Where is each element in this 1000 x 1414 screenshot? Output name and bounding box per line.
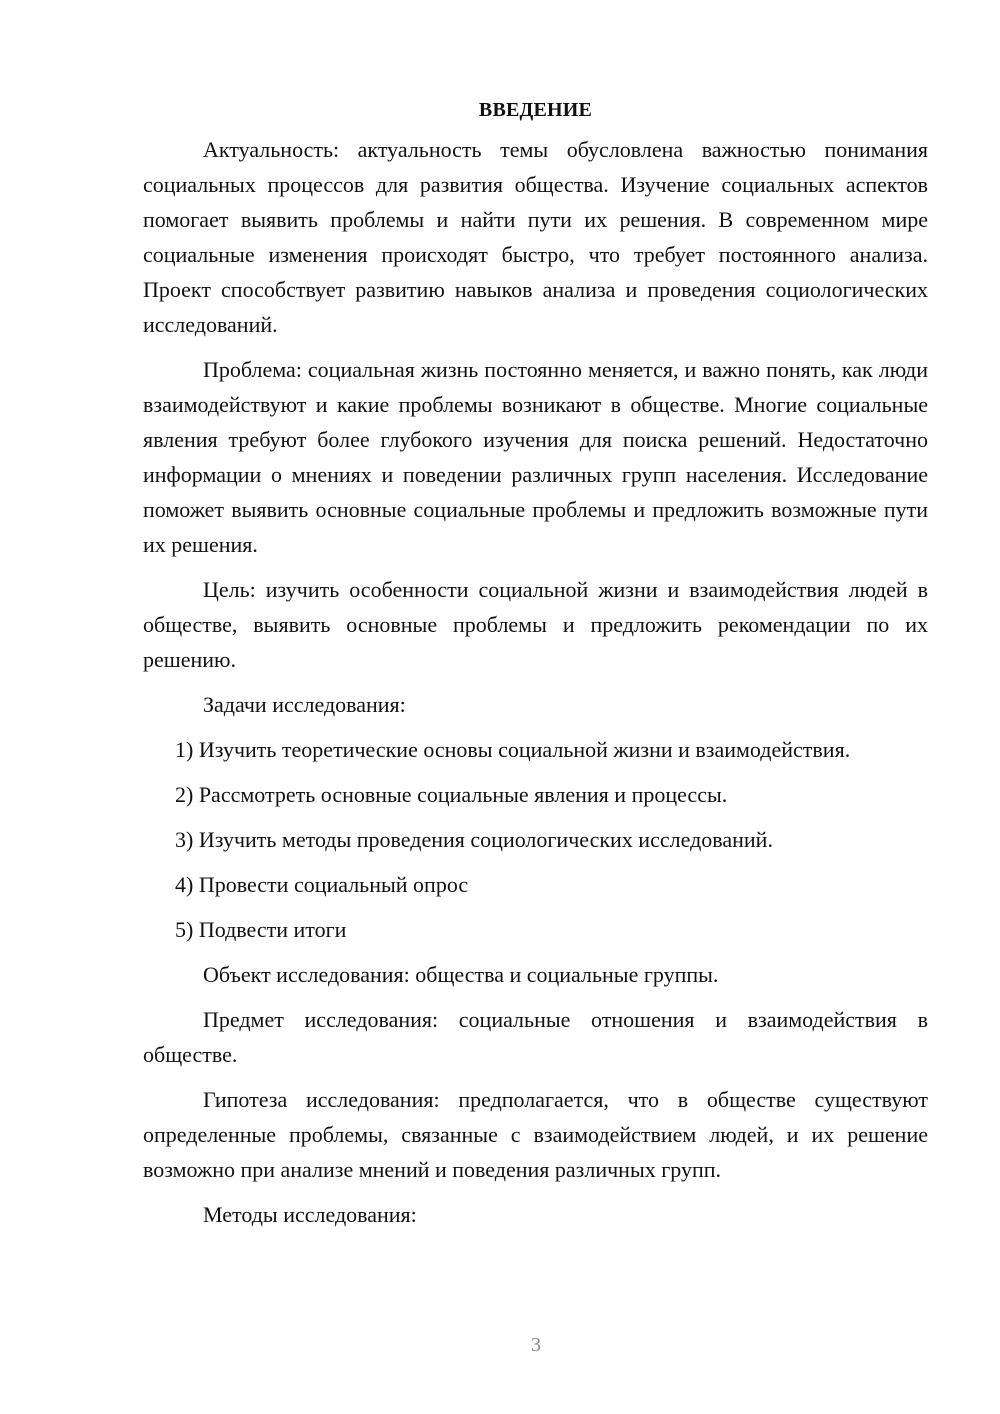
hypothesis-paragraph: Гипотеза исследования: предполагается, что в обществе существуют определенные проблемы, связанные с взаимодействием людей, и их решение возможно при анализе мнений и поведения различных групп. — [143, 1087, 928, 1182]
task-item: 4) Провести социальный опрос — [175, 872, 469, 897]
relevance-paragraph: Актуальность: актуальность темы обусловлена важностью понимания социальных процессов для развития общества. Изучение социальных аспектов помогает выявить проблемы и найти пути их решения. В современном мире социальные изменения происходят быстро, что требует постоянного анализа. Проект способствует развитию навыков анализа и проведения социологических исследований. — [143, 137, 928, 337]
task-item: 2) Рассмотреть основные социальные явления и процессы. — [175, 782, 728, 807]
document-body — [143, 92, 928, 1242]
object-paragraph: Объект исследования: общества и социальные группы. — [203, 962, 719, 987]
tasks-heading: Задачи исследования: — [203, 692, 406, 717]
page-number: 3 — [531, 1334, 541, 1356]
task-item: 5) Подвести итоги — [175, 917, 347, 942]
methods-heading: Методы исследования: — [203, 1202, 417, 1227]
goal-paragraph: Цель: изучить особенности социальной жизни и взаимодействия людей в обществе, выявить основные проблемы и предложить рекомендации по их решению. — [143, 577, 928, 672]
task-item: 1) Изучить теоретические основы социальной жизни и взаимодействия. — [175, 737, 851, 762]
task-item: 3) Изучить методы проведения социологических исследований. — [175, 827, 773, 852]
problem-paragraph: Проблема: социальная жизнь постоянно меняется, и важно понять, как люди взаимодействуют и какие проблемы возникают в обществе. Многие социальные явления требуют более глубокого изучения для поиска решений. Недостаточно информации о мнениях и поведении различных групп населения. Исследование поможет выявить основные социальные проблемы и предложить возможные пути их решения. — [143, 357, 928, 557]
subject-paragraph: Предмет исследования: социальные отношения и взаимодействия в обществе. — [143, 1007, 928, 1067]
section-title: ВВЕДЕНИЕ — [478, 99, 593, 121]
